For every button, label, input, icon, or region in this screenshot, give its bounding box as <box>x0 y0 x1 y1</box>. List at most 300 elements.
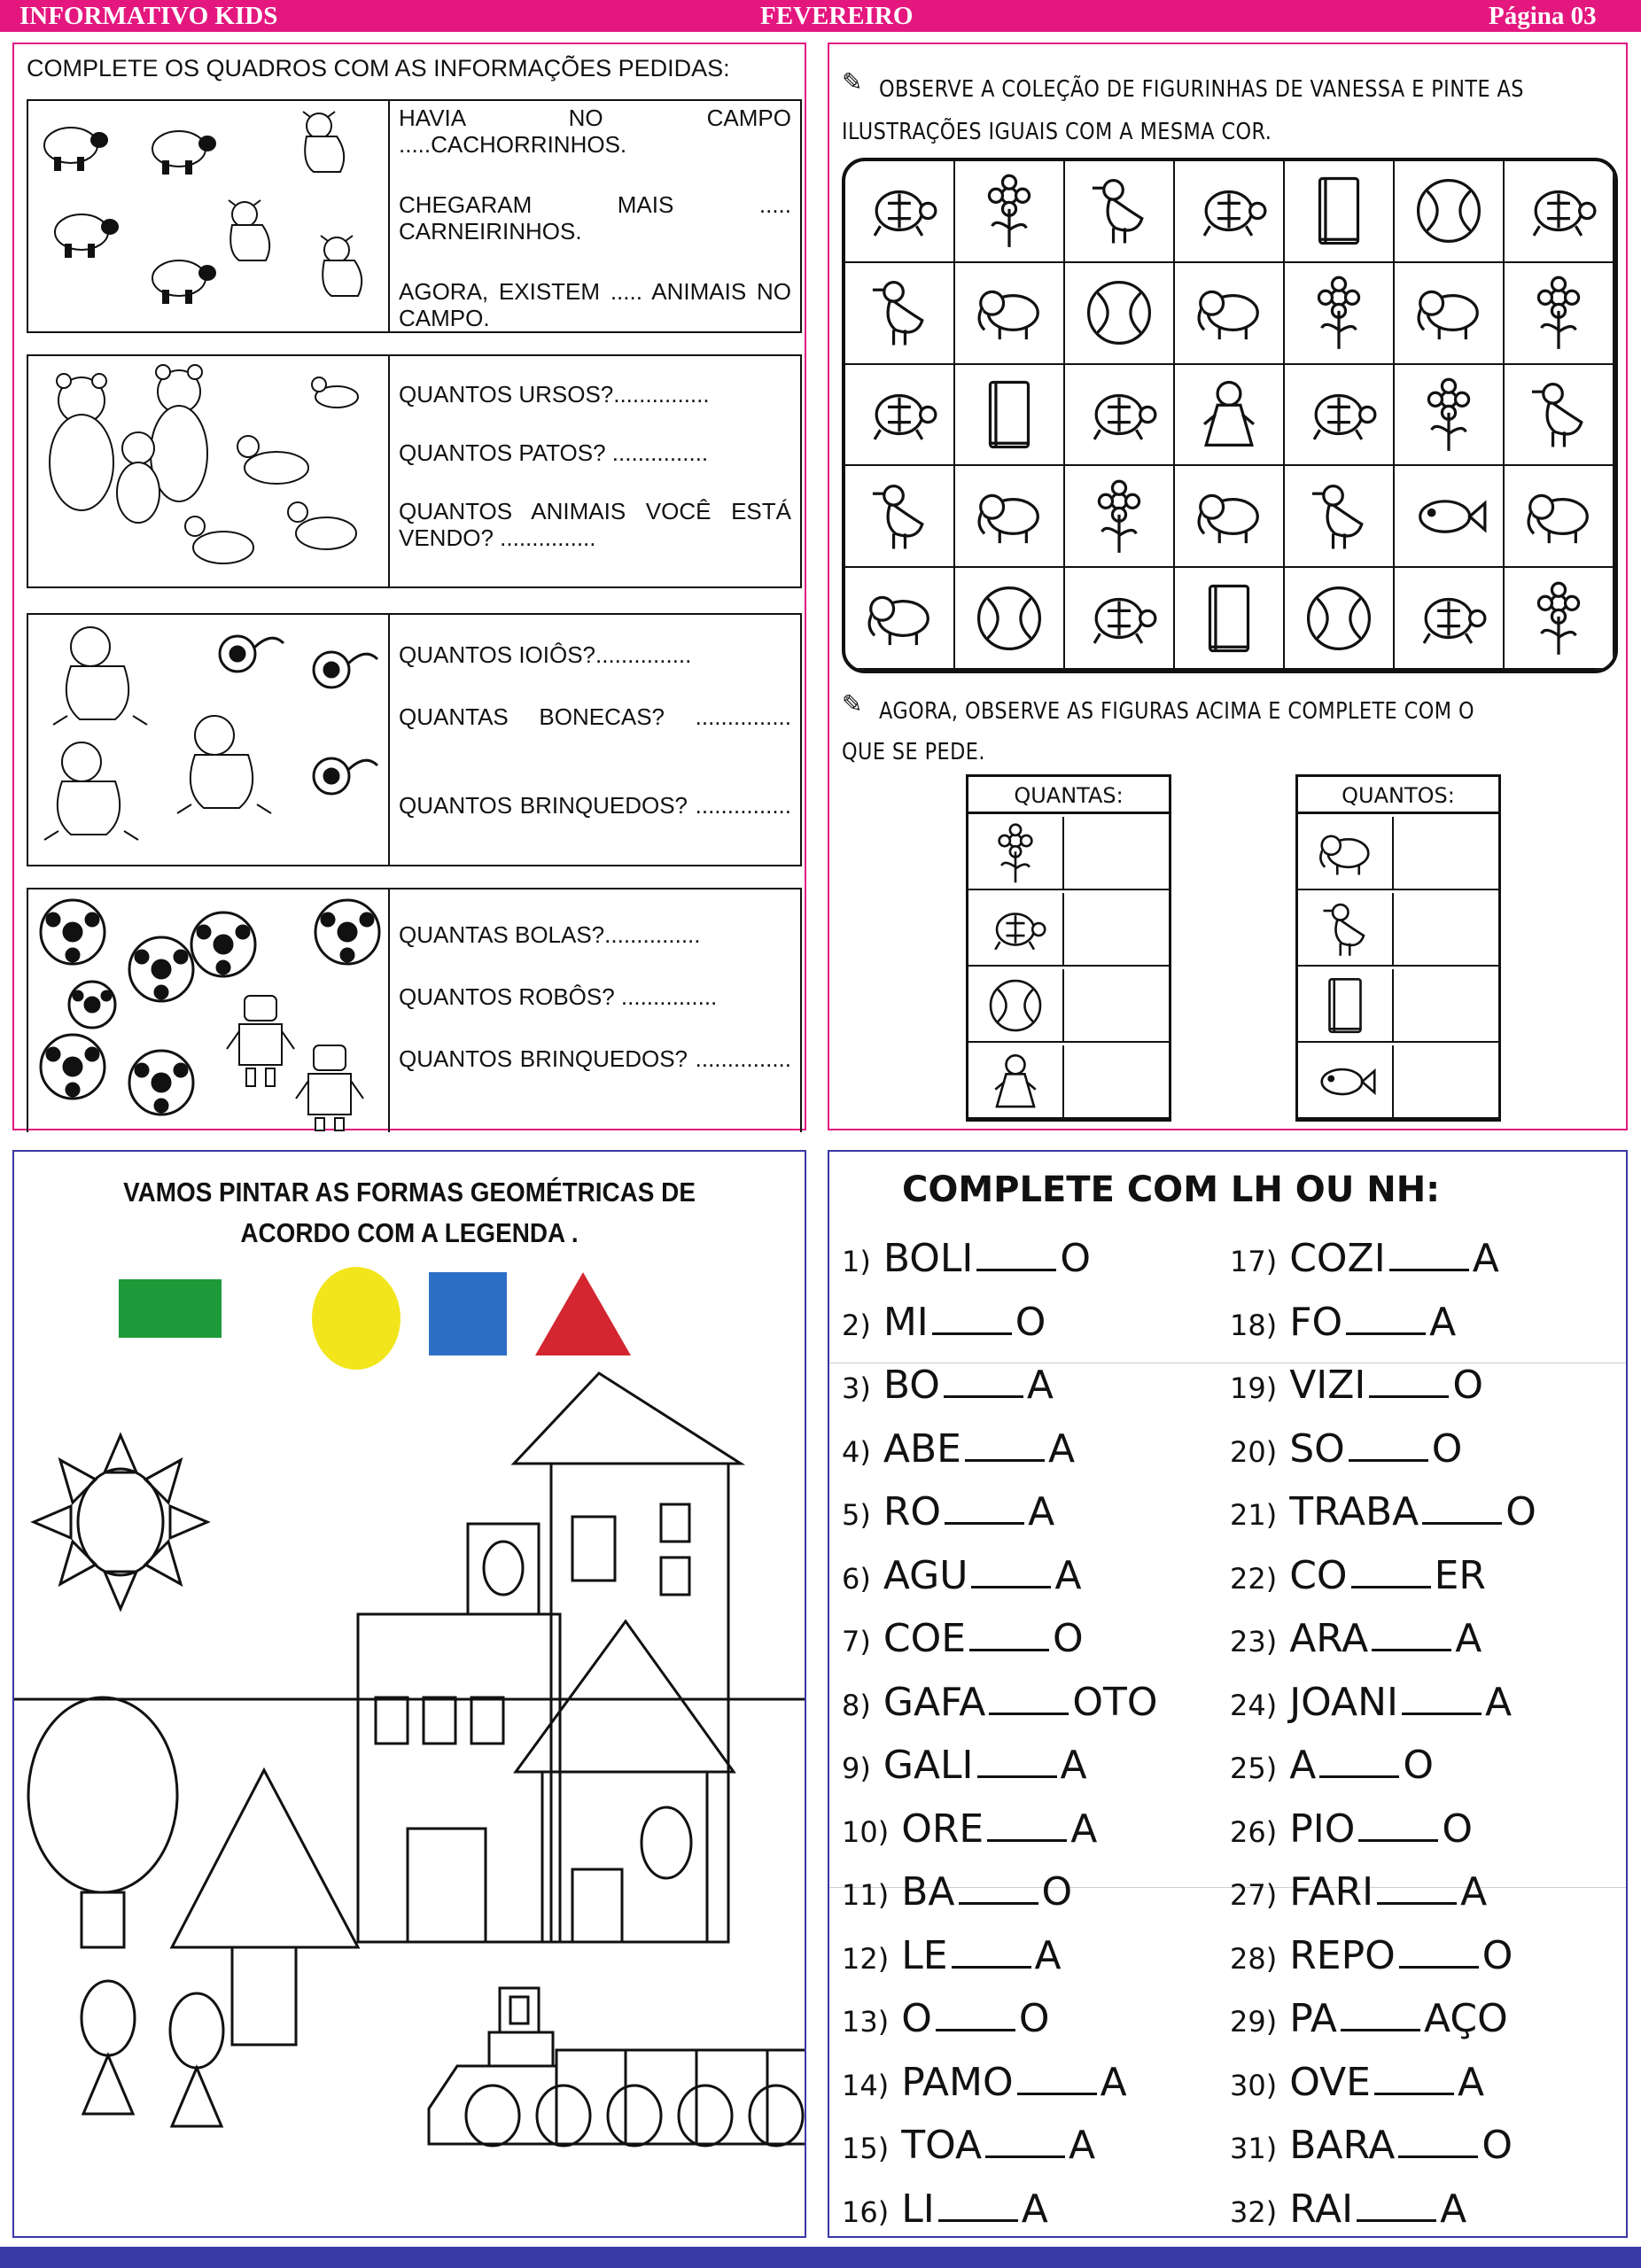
balls-robots-illustration <box>28 889 390 1132</box>
pencil-icon: ✎ <box>842 68 863 96</box>
word-suffix: A <box>1060 1743 1087 1788</box>
book-icon <box>1301 173 1377 249</box>
word-number: 6) <box>842 1561 871 1596</box>
sticker-cell-turtle[interactable] <box>1065 365 1175 467</box>
blank-line[interactable] <box>1341 2005 1420 2031</box>
blank-line[interactable] <box>1349 1435 1428 1462</box>
word-item <box>1230 1490 1536 1537</box>
word-prefix: COE <box>883 1616 966 1661</box>
header-page-number: Página 03 <box>1489 2 1597 30</box>
table-row-turtle[interactable] <box>968 893 1169 967</box>
word-prefix: BARA <box>1289 2123 1396 2168</box>
turtle-icon <box>861 377 937 453</box>
word-number: 17) <box>1230 1245 1278 1278</box>
word-suffix: A <box>1028 1489 1055 1534</box>
word-suffix: A <box>1460 1869 1488 1915</box>
dog-icon <box>229 112 362 296</box>
word-item <box>1230 1301 1456 1348</box>
blank-line[interactable] <box>1017 2069 1097 2095</box>
word-number: 21) <box>1230 1498 1278 1532</box>
word-number: 7) <box>842 1625 871 1658</box>
blank-line[interactable] <box>1377 1878 1457 1905</box>
blank-line[interactable] <box>936 2005 1015 2031</box>
blank-line[interactable] <box>1351 1562 1431 1588</box>
word-prefix: FO <box>1289 1299 1343 1345</box>
sticker-cell-elephant[interactable] <box>1505 466 1614 568</box>
table-icon-cell <box>1298 969 1394 1041</box>
blank-line[interactable] <box>932 1309 1012 1335</box>
word-item <box>842 1807 1097 1854</box>
fish-icon <box>1314 1051 1376 1113</box>
sticker-cell-doll[interactable] <box>1175 365 1285 467</box>
table-quantos <box>1295 774 1501 1122</box>
elephant-icon <box>1520 478 1597 555</box>
word-prefix: LE <box>901 1932 948 1978</box>
sticker-cell-flower[interactable] <box>955 161 1065 263</box>
sticker-cell-flower[interactable] <box>1285 263 1395 365</box>
word-number: 24) <box>1230 1688 1278 1722</box>
book-icon <box>1314 975 1376 1037</box>
elephant-icon <box>861 580 937 656</box>
flower-icon <box>1301 275 1377 351</box>
flower-icon <box>984 822 1046 884</box>
sticker-cell-ball[interactable] <box>955 568 1065 670</box>
flower-icon <box>1411 377 1487 453</box>
duck-icon <box>861 478 937 555</box>
pine-tree-icon <box>172 1770 358 2045</box>
header-month: FEVEREIRO <box>760 2 914 30</box>
question-total-animals: AGORA, EXISTEM ..... ANIMAIS NO CAMPO. <box>399 278 791 331</box>
blank-line[interactable] <box>1346 1309 1426 1335</box>
sticker-cell-turtle[interactable] <box>1175 161 1285 263</box>
blank-line[interactable] <box>1372 1625 1451 1651</box>
sticker-cell-duck[interactable] <box>845 466 955 568</box>
word-suffix: A <box>1021 2186 1048 2232</box>
sticker-cell-elephant[interactable] <box>955 263 1065 365</box>
word-item <box>842 1363 1054 1410</box>
word-prefix: RO <box>883 1489 942 1534</box>
word-prefix: PIO <box>1289 1806 1356 1852</box>
word-number: 9) <box>842 1751 871 1785</box>
sticker-panel <box>828 43 1628 1130</box>
question-yoyos: QUANTOS IOIÔS?............... <box>399 641 692 668</box>
sticker-cell-book[interactable] <box>1175 568 1285 670</box>
word-suffix: O <box>1015 1299 1046 1345</box>
word-suffix: AÇO <box>1424 1996 1508 2041</box>
word-prefix: MI <box>883 1299 929 1345</box>
question-animals-seen: QUANTOS ANIMAIS VOCÊ ESTÁ VENDO? ............... <box>399 498 791 551</box>
word-item <box>1230 1681 1512 1728</box>
word-suffix: O <box>1053 1616 1084 1661</box>
shapes-panel <box>12 1150 806 2238</box>
sticker-grid <box>842 158 1618 673</box>
word-item <box>842 1997 1049 2044</box>
word-item <box>1230 1870 1487 1917</box>
legend-rectangle <box>119 1279 222 1338</box>
word-number: 10) <box>842 1814 890 1849</box>
blank-line[interactable] <box>985 2132 1065 2158</box>
word-prefix: ABE <box>883 1425 961 1472</box>
legend-square <box>429 1272 507 1355</box>
question-dolls: QUANTAS BONECAS? ............... <box>399 703 791 730</box>
word-suffix: A <box>1472 1236 1499 1281</box>
word-prefix: GAFA <box>883 1679 986 1725</box>
word-prefix: COZI <box>1289 1236 1386 1281</box>
word-suffix: A <box>1440 2186 1467 2232</box>
table-row-duck[interactable] <box>1298 893 1498 967</box>
word-suffix: O <box>1018 1996 1050 2041</box>
ball-icon <box>971 580 1047 656</box>
duck-icon <box>1520 377 1597 453</box>
table-quantas <box>966 774 1171 1122</box>
robot-icon <box>227 996 363 1130</box>
word-number: 31) <box>1230 2132 1278 2165</box>
duck-icon <box>1301 478 1377 555</box>
sticker-cell-ball[interactable] <box>1065 263 1175 365</box>
word-prefix: BA <box>901 1869 955 1915</box>
sticker-cell-turtle[interactable] <box>1395 568 1505 670</box>
word-suffix: A <box>1070 1806 1098 1852</box>
word-suffix: O <box>1452 1363 1484 1408</box>
pencil-icon: ✎ <box>842 690 863 718</box>
sticker-instruction-1b: ILUSTRAÇÕES IGUAIS COM A MESMA COR. <box>842 119 1272 145</box>
word-number: 29) <box>1230 2005 1278 2039</box>
turtle-icon <box>1411 580 1487 656</box>
word-item <box>1230 1744 1434 1790</box>
word-item <box>1230 1363 1483 1410</box>
blank-line[interactable] <box>1369 1371 1449 1398</box>
word-number: 30) <box>1230 2068 1278 2102</box>
word-suffix: O <box>1041 1869 1073 1915</box>
ball-icon <box>1411 173 1487 249</box>
word-number: 14) <box>842 2068 890 2102</box>
word-item <box>842 1490 1054 1537</box>
table-row-doll[interactable] <box>968 1045 1169 1119</box>
flower-icon <box>971 173 1047 249</box>
word-item <box>842 1934 1062 1981</box>
word-prefix: FARI <box>1289 1869 1374 1915</box>
elephant-icon <box>971 478 1047 555</box>
sticker-cell-flower[interactable] <box>1505 568 1614 670</box>
word-number: 27) <box>1230 1878 1278 1912</box>
duck-icon <box>185 377 358 563</box>
table-quantos-header: QUANTOS: <box>1298 777 1498 814</box>
turtle-icon <box>1520 173 1597 249</box>
sticker-cell-elephant[interactable] <box>1395 263 1505 365</box>
sticker-cell-elephant[interactable] <box>845 568 955 670</box>
word-suffix: A <box>1034 1932 1062 1978</box>
table-icon-cell <box>1298 1045 1394 1117</box>
word-suffix: A <box>1069 2123 1096 2168</box>
page-header <box>0 0 1641 32</box>
word-prefix: OVE <box>1289 2059 1371 2105</box>
doll-icon <box>984 1051 1046 1113</box>
word-number: 28) <box>1230 1941 1278 1976</box>
sticker-cell-duck[interactable] <box>1505 365 1614 467</box>
word-prefix: ORE <box>901 1806 984 1852</box>
sticker-cell-ball[interactable] <box>1395 161 1505 263</box>
blank-line[interactable] <box>945 1498 1024 1525</box>
word-number: 3) <box>842 1371 871 1405</box>
lhnh-title: COMPLETE COM LH OU NH: <box>902 1169 1441 1210</box>
duck-icon <box>1081 173 1157 249</box>
table-row-elephant[interactable] <box>1298 817 1498 890</box>
word-number: 18) <box>1230 1308 1278 1342</box>
word-number: 19) <box>1230 1371 1278 1405</box>
word-item <box>1230 2061 1484 2108</box>
word-item <box>842 1870 1072 1917</box>
word-number: 8) <box>842 1688 871 1722</box>
book-icon <box>971 377 1047 453</box>
legend-circle <box>312 1267 401 1370</box>
word-number: 16) <box>842 2194 890 2229</box>
word-prefix: RAI <box>1289 2186 1354 2232</box>
word-item <box>842 1681 1158 1728</box>
word-number: 20) <box>1230 1434 1278 1469</box>
word-suffix: O <box>1403 1743 1434 1788</box>
word-number: 13) <box>842 2005 890 2039</box>
elephant-icon <box>1191 275 1267 351</box>
word-item <box>1230 1237 1499 1284</box>
sticker-cell-elephant[interactable] <box>1175 263 1285 365</box>
word-suffix: OTO <box>1072 1679 1158 1725</box>
turtle-icon <box>861 173 937 249</box>
sticker-cell-flower[interactable] <box>1065 466 1175 568</box>
sticker-cell-turtle[interactable] <box>1065 568 1175 670</box>
blank-line[interactable] <box>1399 1942 1479 1969</box>
word-number: 15) <box>842 2132 890 2165</box>
fish-icon <box>1411 478 1487 555</box>
word-suffix: A <box>1485 1679 1513 1725</box>
table-row-fish[interactable] <box>1298 1045 1498 1119</box>
blank-line[interactable] <box>969 1625 1049 1651</box>
word-item <box>842 2124 1095 2171</box>
dogs-sheep-illustration <box>28 101 390 331</box>
question-more-sheep: CHEGARAM MAIS ..... CARNEIRINHOS. <box>399 191 791 245</box>
flower-icon <box>1520 580 1597 656</box>
word-item <box>1230 2187 1466 2234</box>
sticker-cell-turtle[interactable] <box>1285 365 1395 467</box>
word-suffix: A <box>1026 1363 1054 1408</box>
blank-line[interactable] <box>1402 1689 1482 1715</box>
sticker-cell-fish[interactable] <box>1395 466 1505 568</box>
blank-line[interactable] <box>959 1878 1038 1905</box>
blank-line[interactable] <box>952 1942 1031 1969</box>
word-item <box>842 2061 1127 2108</box>
word-prefix: ARA <box>1289 1616 1369 1661</box>
word-number: 12) <box>842 1941 890 1976</box>
word-item <box>842 1617 1084 1664</box>
question-toys-2: QUANTOS BRINQUEDOS? ............... <box>399 1045 791 1072</box>
blank-line[interactable] <box>971 1562 1051 1588</box>
table-row-ball[interactable] <box>968 969 1169 1043</box>
word-item <box>1230 2124 1513 2171</box>
blank-line[interactable] <box>977 1751 1057 1778</box>
table-icon-cell <box>968 969 1064 1041</box>
word-number: 22) <box>1230 1561 1278 1596</box>
word-suffix: A <box>1457 2059 1485 2105</box>
sticker-cell-book[interactable] <box>1285 161 1395 263</box>
word-suffix: O <box>1482 1932 1513 1978</box>
sticker-cell-turtle[interactable] <box>845 161 955 263</box>
word-item <box>1230 1934 1513 1981</box>
word-number: 5) <box>842 1498 871 1532</box>
question-balls: QUANTAS BOLAS?............... <box>399 921 701 948</box>
turtle-icon <box>984 898 1046 960</box>
sheep-icon <box>44 128 215 303</box>
blank-line[interactable] <box>1357 2195 1436 2222</box>
blank-line[interactable] <box>1422 1498 1502 1525</box>
word-prefix: TOA <box>901 2123 983 2168</box>
word-number: 25) <box>1230 1751 1278 1785</box>
word-prefix: O <box>901 1996 932 2041</box>
word-prefix: BOLI <box>883 1236 974 1281</box>
blank-line[interactable] <box>1374 2069 1454 2095</box>
blank-line[interactable] <box>1389 1245 1469 1271</box>
shapes-title-line-1: VAMOS PINTAR AS FORMAS GEOMÉTRICAS DE <box>123 1177 696 1208</box>
word-suffix: A <box>1047 1425 1076 1472</box>
sticker-cell-duck[interactable] <box>1065 161 1175 263</box>
blank-line[interactable] <box>1319 1751 1399 1778</box>
ball-icon <box>984 975 1046 1037</box>
word-prefix: BO <box>883 1363 940 1408</box>
flower-icon <box>1081 478 1157 555</box>
duck-icon <box>861 275 937 351</box>
word-suffix: O <box>1442 1806 1473 1852</box>
word-suffix: A <box>1429 1299 1457 1345</box>
blank-line[interactable] <box>944 1371 1023 1398</box>
elephant-icon <box>971 275 1047 351</box>
word-number: 11) <box>842 1878 890 1912</box>
table-icon-cell <box>968 817 1064 889</box>
word-number: 2) <box>842 1308 871 1342</box>
sticker-cell-turtle[interactable] <box>1505 161 1614 263</box>
word-prefix: CO <box>1289 1552 1348 1598</box>
sticker-cell-duck[interactable] <box>1285 466 1395 568</box>
sticker-cell-duck[interactable] <box>845 263 955 365</box>
sticker-cell-elephant[interactable] <box>1175 466 1285 568</box>
table-row-book[interactable] <box>1298 969 1498 1043</box>
word-suffix: ER <box>1434 1552 1486 1598</box>
legend-triangle <box>535 1272 631 1355</box>
blank-line[interactable] <box>976 1245 1056 1271</box>
word-item <box>842 1237 1091 1284</box>
question-box-balls-robots <box>27 888 802 1132</box>
book-icon <box>1191 580 1267 656</box>
yoyos-dolls-illustration <box>28 615 390 865</box>
question-robots: QUANTOS ROBÔS? ............... <box>399 983 718 1010</box>
blank-line[interactable] <box>1398 2132 1478 2158</box>
word-item <box>1230 1807 1473 1854</box>
header-title: INFORMATIVO KIDS <box>19 2 278 30</box>
word-item <box>1230 1617 1482 1664</box>
turtle-icon <box>1081 377 1157 453</box>
table-row-flower[interactable] <box>968 817 1169 890</box>
sticker-cell-flower[interactable] <box>1395 365 1505 467</box>
word-number: 23) <box>1230 1625 1278 1658</box>
duck-icon <box>1314 898 1376 960</box>
table-icon-cell <box>968 893 1064 965</box>
question-dogs: HAVIA NO CAMPO .....CACHORRINHOS. <box>399 105 791 158</box>
doll-icon <box>1191 377 1267 453</box>
blank-line[interactable] <box>987 1815 1067 1842</box>
sticker-cell-flower[interactable] <box>1505 263 1614 365</box>
question-box-bears-ducks <box>27 354 802 588</box>
table-icon-cell <box>968 1045 1064 1117</box>
person-icon <box>82 1981 223 2126</box>
word-prefix: AGU <box>883 1552 968 1598</box>
sticker-instruction-2b: QUE SE PEDE. <box>842 739 985 765</box>
building-icon <box>358 1373 741 1942</box>
word-suffix: O <box>1060 1236 1092 1281</box>
blank-line[interactable] <box>965 1435 1045 1462</box>
shapes-drawing <box>14 1258 805 2233</box>
word-suffix: O <box>1431 1425 1463 1472</box>
question-box-yoyos-dolls <box>27 613 802 866</box>
color-legend <box>119 1267 631 1370</box>
sun-icon <box>34 1435 207 1609</box>
bear-icon <box>50 365 207 523</box>
word-item <box>1230 1554 1486 1601</box>
word-item <box>1230 1997 1508 2044</box>
word-prefix: GALI <box>883 1743 974 1788</box>
shapes-title-line-2: ACORDO COM A LEGENDA . <box>240 1217 579 1248</box>
word-suffix: O <box>1482 2123 1513 2168</box>
word-number: 32) <box>1230 2194 1278 2229</box>
sticker-cell-turtle[interactable] <box>845 365 955 467</box>
word-prefix: VIZI <box>1289 1363 1366 1408</box>
blank-line[interactable] <box>938 2195 1018 2222</box>
word-item <box>842 1744 1087 1790</box>
ball-icon <box>1081 275 1157 351</box>
word-suffix: A <box>1054 1552 1082 1598</box>
word-prefix: PA <box>1289 1996 1338 2041</box>
flower-icon <box>1520 275 1597 351</box>
word-prefix: TRABA <box>1289 1489 1419 1534</box>
ball-icon <box>1301 580 1377 656</box>
word-suffix: A <box>1100 2059 1127 2105</box>
bears-ducks-illustration <box>28 356 390 586</box>
elephant-icon <box>1411 275 1487 351</box>
sticker-cell-book[interactable] <box>955 365 1065 467</box>
word-number: 4) <box>842 1434 871 1469</box>
elephant-icon <box>1314 822 1376 884</box>
question-toys-1: QUANTOS BRINQUEDOS? ............... <box>399 792 791 819</box>
sticker-cell-ball[interactable] <box>1285 568 1395 670</box>
elephant-icon <box>1191 478 1267 555</box>
table-quantas-header: QUANTAS: <box>968 777 1169 814</box>
blank-line[interactable] <box>989 1689 1069 1715</box>
word-number: 1) <box>842 1245 871 1278</box>
question-box-dogs-sheep <box>27 99 802 333</box>
word-item <box>842 2187 1048 2234</box>
word-suffix: O <box>1505 1489 1536 1534</box>
page-footer-bar <box>0 2247 1641 2268</box>
word-prefix: PAMO <box>901 2059 1014 2105</box>
word-prefix: REPO <box>1289 1932 1396 1978</box>
turtle-icon <box>1191 173 1267 249</box>
tree-icon <box>28 1697 177 1947</box>
word-suffix: A <box>1455 1616 1482 1661</box>
table-icon-cell <box>1298 817 1394 889</box>
blank-line[interactable] <box>1358 1815 1438 1842</box>
sticker-cell-elephant[interactable] <box>955 466 1065 568</box>
sticker-instruction-2: AGORA, OBSERVE AS FIGURAS ACIMA E COMPLETE COM O <box>879 698 1475 725</box>
turtle-icon <box>1081 580 1157 656</box>
question-ducks: QUANTOS PATOS? ............... <box>399 439 709 466</box>
word-prefix: JOANI <box>1289 1679 1399 1725</box>
question-bears: QUANTOS URSOS?............... <box>399 381 710 408</box>
